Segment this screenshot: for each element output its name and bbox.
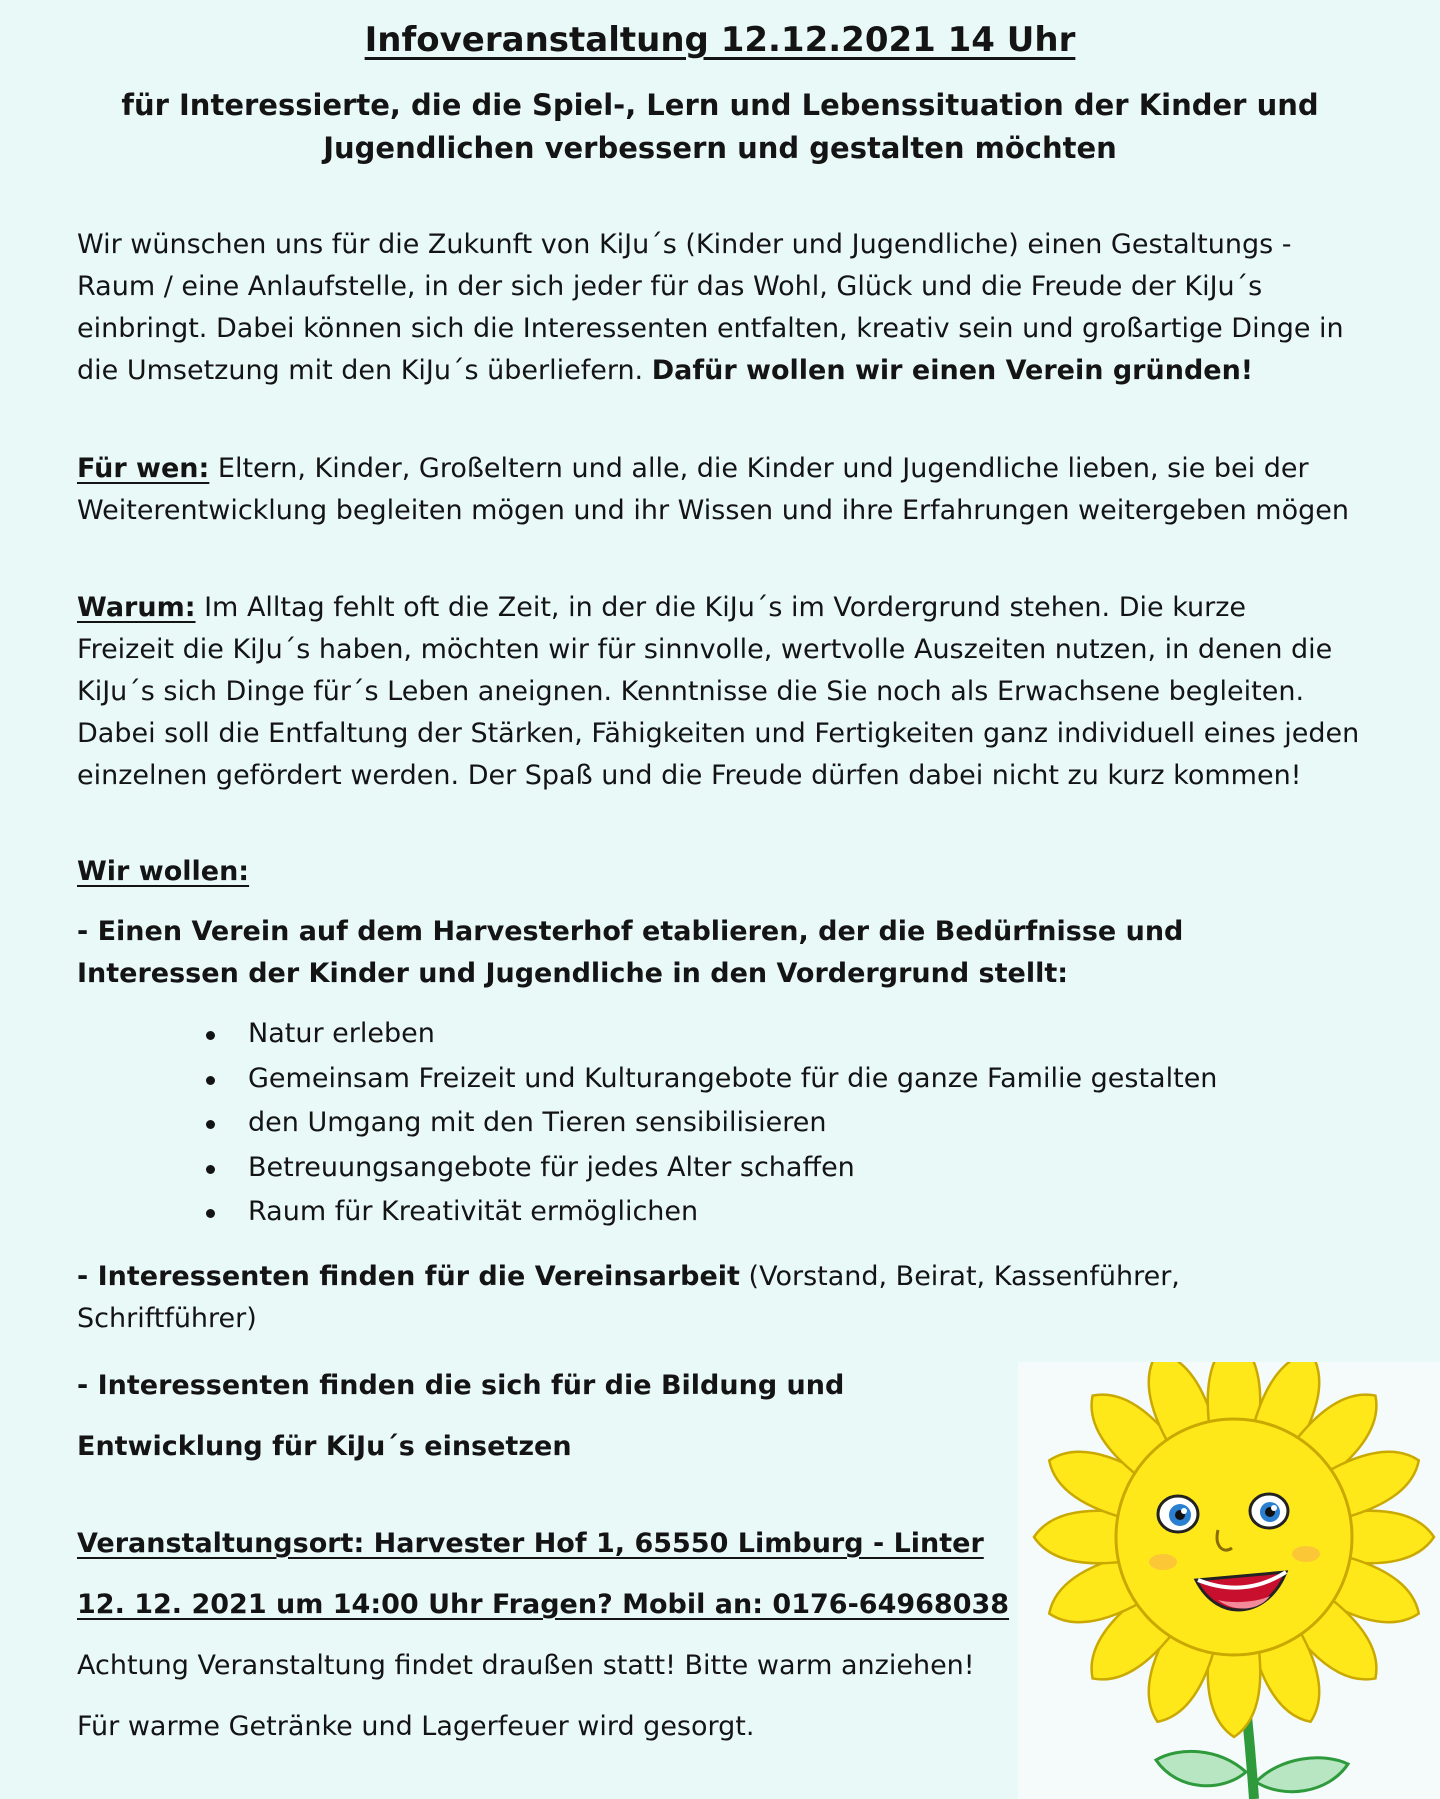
- smiling-sunflower-illustration: [1018, 1362, 1440, 1799]
- target-group-paragraph: [77, 448, 1377, 532]
- reason-line: Freizeit die KiJu´s haben, möchten wir für sinnvolle, wertvolle Auszeiten nutzen, in denen die: [77, 634, 1333, 665]
- goal-text: (Vorstand, Beirat, Kassenführer,: [739, 1261, 1180, 1292]
- intro-line: Raum / eine Anlaufstelle, in der sich jeder für das Wohl, Glück und die Freude der KiJu´s: [77, 271, 1263, 302]
- list-item: Natur erleben: [190, 1012, 1290, 1057]
- reason-line: Dabei soll die Entfaltung der Stärken, Fähigkeiten und Fertigkeiten ganz individuell eines jeden: [77, 718, 1360, 749]
- subtitle-line: Jugendlichen verbessern und gestalten möchten: [323, 131, 1117, 165]
- intro-line: Wir wünschen uns für die Zukunft von KiJu´s (Kinder und Jugendliche) einen Gestaltungs -: [77, 229, 1292, 260]
- page-subtitle: [120, 84, 1320, 170]
- goal-emphasis: - Interessenten finden für die Vereinsarbeit: [77, 1261, 740, 1292]
- goal-line: Entwicklung für KiJu´s einsetzen: [77, 1431, 572, 1462]
- subtitle-line: für Interessierte, die die Spiel-, Lern und Lebenssituation der Kinder und: [121, 88, 1319, 122]
- goal-line: [77, 1256, 1377, 1298]
- goal-club: [77, 911, 1377, 995]
- goals-bullet-list: [190, 1012, 1290, 1235]
- page-title: Infoveranstaltung 12.12.2021 14 Uhr: [364, 20, 1076, 60]
- event-note: Für warme Getränke und Lagerfeuer wird gesorgt.: [77, 1711, 755, 1742]
- goals-heading: Wir wollen:: [77, 856, 250, 887]
- goal-line: - Einen Verein auf dem Harvesterhof etablieren, der die Bedürfnisse und: [77, 916, 1184, 947]
- reason-label: Warum:: [77, 592, 196, 623]
- event-datetime-contact: 12. 12. 2021 um 14:00 Uhr Fragen? Mobil an: 0176-64968038: [77, 1589, 1010, 1620]
- list-item: Gemeinsam Freizeit und Kulturangebote für die ganze Familie gestalten: [190, 1057, 1290, 1102]
- intro-line: [77, 350, 1377, 392]
- goal-line: Schriftführer): [77, 1303, 257, 1334]
- reason-line: KiJu´s sich Dinge für´s Leben aneignen. Kenntnisse die Sie noch als Erwachsene begleiten.: [77, 676, 1305, 707]
- reason-line: [77, 587, 1377, 629]
- list-item: Betreuungsangebote für jedes Alter schaffen: [190, 1146, 1290, 1191]
- event-note: Achtung Veranstaltung findet draußen statt! Bitte warm anziehen!: [77, 1650, 975, 1681]
- target-group-label: Für wen:: [77, 453, 210, 484]
- reason-paragraph: [77, 587, 1377, 797]
- list-item: Raum für Kreativität ermöglichen: [190, 1190, 1290, 1235]
- target-group-line: Weiterentwicklung begleiten mögen und ihr Wissen und ihre Erfahrungen weitergeben mögen: [77, 495, 1349, 526]
- goal-line: - Interessenten finden die sich für die Bildung und: [77, 1370, 845, 1401]
- event-location: Veranstaltungsort: Harvester Hof 1, 65550 Limburg - Linter: [77, 1528, 984, 1559]
- target-group-text: Eltern, Kinder, Großeltern und alle, die Kinder und Jugendliche lieben, sie bei der: [209, 453, 1309, 484]
- intro-text: die Umsetzung mit den KiJu´s überliefern.: [77, 355, 652, 386]
- list-item: den Umgang mit den Tieren sensibilisieren: [190, 1101, 1290, 1146]
- goal-line: Interessen der Kinder und Jugendliche in den Vordergrund stellt:: [77, 958, 1069, 989]
- intro-emphasis: Dafür wollen wir einen Verein gründen!: [651, 355, 1254, 386]
- intro-paragraph: [77, 224, 1377, 392]
- target-group-line: [77, 448, 1377, 490]
- goal-volunteers: [77, 1256, 1377, 1340]
- intro-line: einbringt. Dabei können sich die Interessenten entfalten, kreativ sein und großartige Dinge in: [77, 313, 1344, 344]
- reason-text: Im Alltag fehlt oft die Zeit, in der die KiJu´s im Vordergrund stehen. Die kurze: [195, 592, 1246, 623]
- reason-line: einzelnen gefördert werden. Der Spaß und die Freude dürfen dabei nicht zu kurz kommen!: [77, 760, 1302, 791]
